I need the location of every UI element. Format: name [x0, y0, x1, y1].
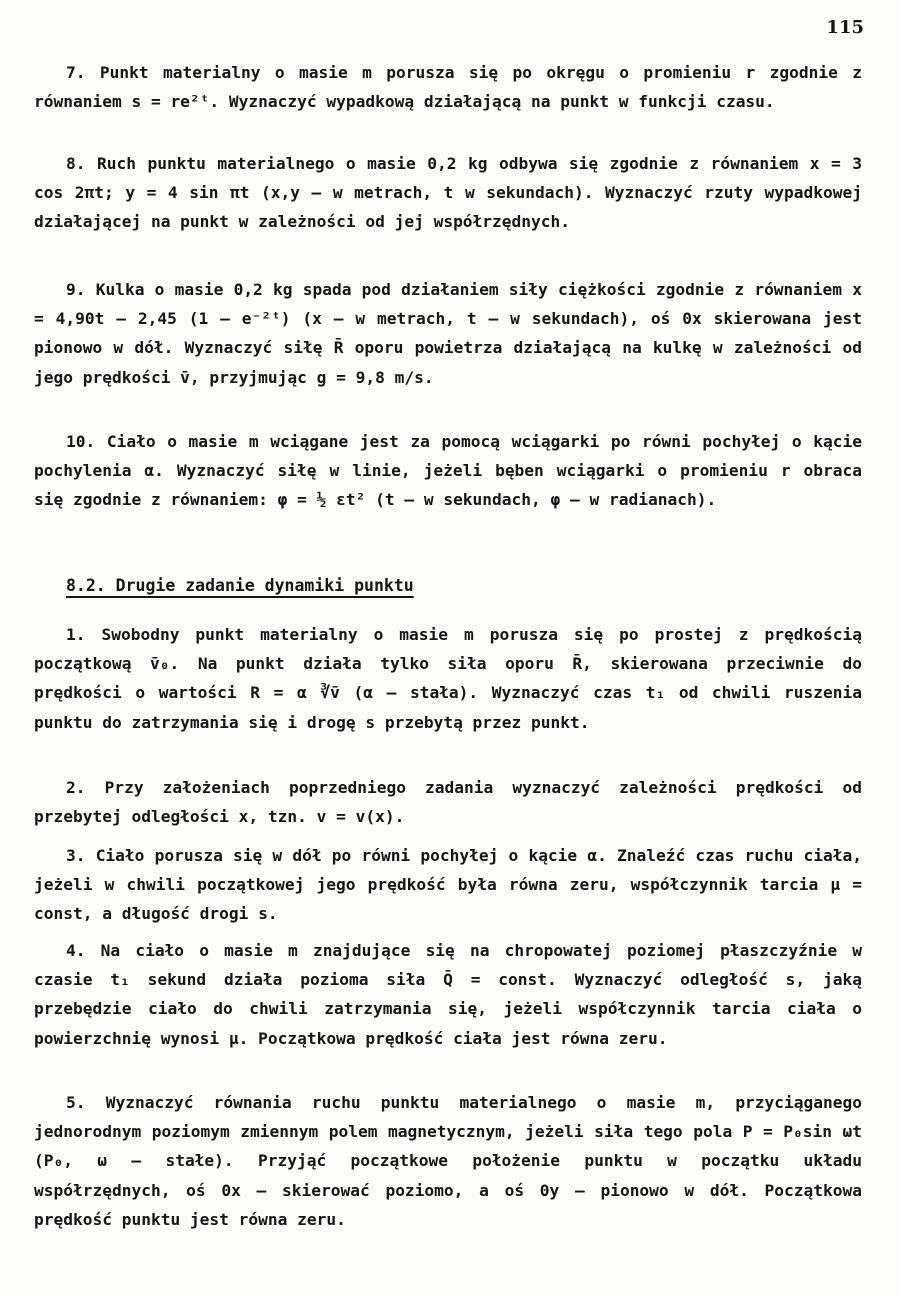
problem-text: Kulka o masie 0,2 kg spada pod działaniem siły ciężkości zgodnie z równaniem x = 4,90t – 2,45 (1 – e⁻²ᵗ) (x – w metrach, t – w sekundach), oś 0x skierowana jest pionowo w dół. Wyznaczyć siłę R̄ oporu powietrza działającą na kulkę w zależności od jego prędkości v̄, przyjmując g = 9,8 m/s.	[34, 280, 862, 387]
problem-text: Wyznaczyć równania ruchu punktu materialnego o masie m, przyciąganego jednorodnym poziomym zmiennym polem magnetycznym, jeżeli siła tego pola P = P₀sin ωt (P₀, ω – stałe). Przyjąć początkowe położenie punktu w początku układu współrzędnych, oś 0x – skierować poziomo, a oś 0y – pionowo w dół. Początkowa prędkość punktu jest równa zeru.	[34, 1093, 863, 1229]
problem-number: 7.	[66, 63, 86, 82]
problem-number: 8.	[66, 154, 86, 173]
problem-1	[34, 620, 862, 737]
problem-number: 9.	[66, 280, 86, 299]
problem-7	[34, 58, 862, 116]
problem-10	[34, 427, 862, 515]
problem-text: Ruch punktu materialnego o masie 0,2 kg odbywa się zgodnie z równaniem x = 3 cos 2πt; y = 4 sin πt (x,y – w metrach, t w sekundach). Wyznaczyć rzuty wypadkowej działającej na punkt w zależności od jej współrzędnych.	[34, 154, 862, 232]
problem-text: Punkt materialny o masie m porusza się po okręgu o promieniu r zgodnie z równaniem s = re²ᵗ. Wyznaczyć wypadkową działającą na punkt w funkcji czasu.	[34, 63, 862, 112]
problem-3	[34, 841, 862, 929]
problem-text: Swobodny punkt materialny o masie m porusza się po prostej z prędkością początkową v̄₀. Na punkt działa tylko siła oporu R̄, skierowana przeciwnie do prędkości o wartości R = α ∛v̄ (α – stała). Wyznaczyć czas t₁ od chwili ruszenia punktu do zatrzymania się i drogę s przebytą przez punkt.	[34, 625, 862, 732]
problem-9	[34, 275, 862, 392]
problem-2	[34, 773, 862, 831]
section-heading: 8.2. Drugie zadanie dynamiki punktu	[66, 576, 414, 595]
problem-8	[34, 149, 862, 237]
problem-text: Ciało porusza się w dół po równi pochyłej o kącie α. Znaleźć czas ruchu ciała, jeżeli w chwili początkowej jego prędkość była równa zeru, współczynnik tarcia μ = const, a długość drogi s.	[34, 846, 862, 924]
problem-5	[34, 1088, 862, 1234]
problem-text: Ciało o masie m wciągane jest za pomocą wciągarki po równi pochyłej o kącie pochylenia α. Wyznaczyć siłę w linie, jeżeli bęben wciągarki o promieniu r obraca się zgodnie z równaniem: φ = ½ εt² (t – w sekundach, φ – w radianach).	[34, 432, 862, 510]
problem-number: 10.	[66, 432, 96, 451]
page-number: 115	[826, 17, 864, 38]
problem-4	[34, 936, 862, 1053]
problem-number: 5.	[66, 1093, 86, 1112]
problem-text: Na ciało o masie m znajdujące się na chropowatej poziomej płaszczyźnie w czasie t₁ sekund działa pozioma siła Q̄ = const. Wyznaczyć odległość s, jaką przebędzie ciało do chwili zatrzymania się, jeżeli współczynnik tarcia ciała o powierzchnię wynosi μ. Początkowa prędkość ciała jest równa zeru.	[34, 941, 862, 1048]
problem-text: Przy założeniach poprzedniego zadania wyznaczyć zależności prędkości od przebytej odległości x, tzn. v = v(x).	[34, 778, 863, 827]
problem-number: 1.	[66, 625, 86, 644]
problem-number: 3.	[66, 846, 86, 865]
problem-number: 2.	[66, 778, 86, 797]
problem-number: 4.	[66, 941, 86, 960]
